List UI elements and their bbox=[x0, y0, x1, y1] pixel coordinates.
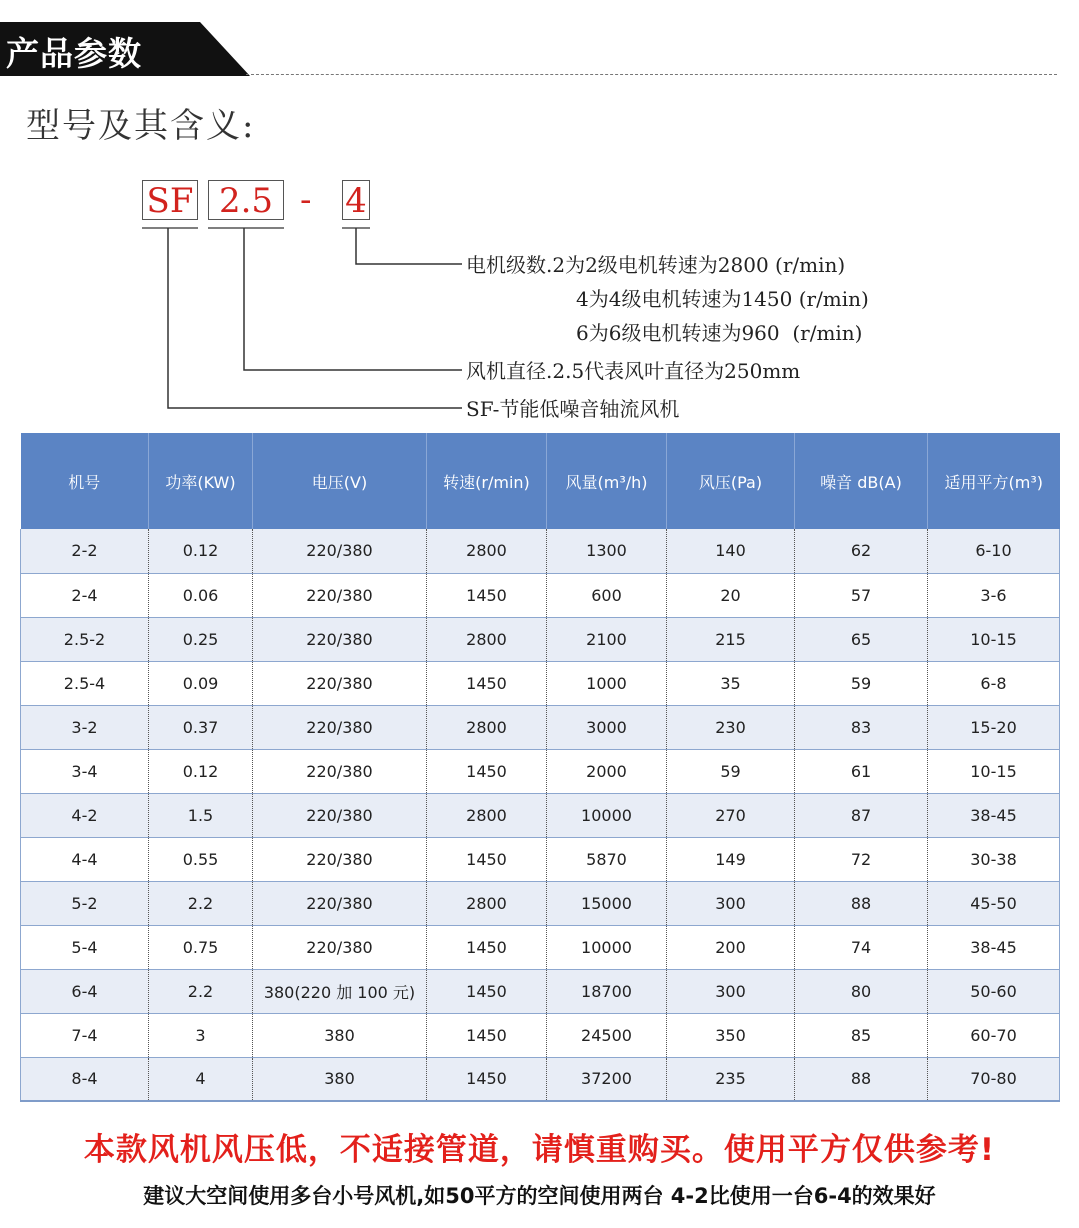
table-row bbox=[21, 573, 1060, 617]
column-header: 噪音 dB(A) bbox=[795, 433, 928, 529]
table-cell: 7-4 bbox=[21, 1013, 149, 1057]
table-cell: 2.2 bbox=[149, 881, 253, 925]
code-separator: - bbox=[300, 180, 312, 220]
column-header: 适用平方(m³) bbox=[928, 433, 1060, 529]
table-cell: 0.37 bbox=[149, 705, 253, 749]
table-cell: 2800 bbox=[427, 529, 547, 573]
table-cell: 380 bbox=[253, 1057, 427, 1101]
diameter-explanation: 风机直径.2.5代表风叶直径为250mm bbox=[466, 359, 801, 383]
table-cell: 10000 bbox=[547, 925, 667, 969]
table-cell: 62 bbox=[795, 529, 928, 573]
table-cell: 220/380 bbox=[253, 705, 427, 749]
poles-explanation-line2: 4为4级电机转速为1450 (r/min) bbox=[576, 287, 869, 311]
code-series-box: SF bbox=[142, 180, 198, 220]
table-cell: 4-4 bbox=[21, 837, 149, 881]
table-cell: 0.12 bbox=[149, 529, 253, 573]
table-cell: 220/380 bbox=[253, 617, 427, 661]
table-cell: 2800 bbox=[427, 705, 547, 749]
table-cell: 235 bbox=[667, 1057, 795, 1101]
table-cell: 0.06 bbox=[149, 573, 253, 617]
table-cell: 1450 bbox=[427, 749, 547, 793]
table-cell: 88 bbox=[795, 881, 928, 925]
table-cell: 3 bbox=[149, 1013, 253, 1057]
table-cell: 220/380 bbox=[253, 529, 427, 573]
table-row bbox=[21, 661, 1060, 705]
table-cell: 2-2 bbox=[21, 529, 149, 573]
table-cell: 35 bbox=[667, 661, 795, 705]
table-cell: 59 bbox=[667, 749, 795, 793]
table-cell: 2.2 bbox=[149, 969, 253, 1013]
table-cell: 5-2 bbox=[21, 881, 149, 925]
table-cell: 4 bbox=[149, 1057, 253, 1101]
model-meaning-heading: 型号及其含义: bbox=[26, 106, 256, 146]
table-cell: 10-15 bbox=[928, 749, 1060, 793]
table-row bbox=[21, 705, 1060, 749]
table-cell: 6-4 bbox=[21, 969, 149, 1013]
table-cell: 0.55 bbox=[149, 837, 253, 881]
column-header: 风压(Pa) bbox=[667, 433, 795, 529]
table-cell: 2800 bbox=[427, 617, 547, 661]
table-cell: 37200 bbox=[547, 1057, 667, 1101]
table-row bbox=[21, 749, 1060, 793]
table-cell: 300 bbox=[667, 969, 795, 1013]
table-cell: 220/380 bbox=[253, 793, 427, 837]
table-cell: 2.5-4 bbox=[21, 661, 149, 705]
table-cell: 0.75 bbox=[149, 925, 253, 969]
table-cell: 200 bbox=[667, 925, 795, 969]
code-poles-box: 4 bbox=[342, 180, 370, 220]
table-cell: 380 bbox=[253, 1013, 427, 1057]
divider-line bbox=[246, 74, 1057, 75]
table-row bbox=[21, 969, 1060, 1013]
table-cell: 4-2 bbox=[21, 793, 149, 837]
table-cell: 0.12 bbox=[149, 749, 253, 793]
table-cell: 10-15 bbox=[928, 617, 1060, 661]
table-cell: 220/380 bbox=[253, 881, 427, 925]
table-cell: 0.25 bbox=[149, 617, 253, 661]
table-cell: 220/380 bbox=[253, 925, 427, 969]
table-cell: 61 bbox=[795, 749, 928, 793]
table-cell: 1300 bbox=[547, 529, 667, 573]
table-cell: 270 bbox=[667, 793, 795, 837]
section-banner bbox=[0, 22, 250, 76]
table-cell: 1.5 bbox=[149, 793, 253, 837]
table-header-row bbox=[21, 433, 1060, 529]
table-cell: 50-60 bbox=[928, 969, 1060, 1013]
table-row bbox=[21, 529, 1060, 573]
table-cell: 1450 bbox=[427, 1057, 547, 1101]
table-cell: 149 bbox=[667, 837, 795, 881]
table-row bbox=[21, 1057, 1060, 1101]
table-body bbox=[21, 529, 1060, 1101]
table-cell: 2-4 bbox=[21, 573, 149, 617]
table-cell: 2800 bbox=[427, 793, 547, 837]
table-cell: 3-2 bbox=[21, 705, 149, 749]
table-cell: 45-50 bbox=[928, 881, 1060, 925]
table-row bbox=[21, 617, 1060, 661]
table-cell: 38-45 bbox=[928, 793, 1060, 837]
table-cell: 230 bbox=[667, 705, 795, 749]
table-cell: 83 bbox=[795, 705, 928, 749]
section-title: 产品参数 bbox=[6, 34, 142, 73]
column-header: 电压(V) bbox=[253, 433, 427, 529]
table-cell: 87 bbox=[795, 793, 928, 837]
table-cell: 20 bbox=[667, 573, 795, 617]
spec-table bbox=[20, 433, 1060, 1102]
table-cell: 1450 bbox=[427, 969, 547, 1013]
column-header: 功率(KW) bbox=[149, 433, 253, 529]
table-row bbox=[21, 925, 1060, 969]
table-cell: 15000 bbox=[547, 881, 667, 925]
table-cell: 2000 bbox=[547, 749, 667, 793]
table-cell: 140 bbox=[667, 529, 795, 573]
table-cell: 220/380 bbox=[253, 749, 427, 793]
table-cell: 24500 bbox=[547, 1013, 667, 1057]
table-cell: 1450 bbox=[427, 661, 547, 705]
table-cell: 0.09 bbox=[149, 661, 253, 705]
table-row bbox=[21, 1013, 1060, 1057]
table-cell: 600 bbox=[547, 573, 667, 617]
table-cell: 59 bbox=[795, 661, 928, 705]
table-cell: 220/380 bbox=[253, 573, 427, 617]
table-cell: 5870 bbox=[547, 837, 667, 881]
table-cell: 3-4 bbox=[21, 749, 149, 793]
table-cell: 2100 bbox=[547, 617, 667, 661]
table-cell: 6-8 bbox=[928, 661, 1060, 705]
table-cell: 85 bbox=[795, 1013, 928, 1057]
table-cell: 3-6 bbox=[928, 573, 1060, 617]
code-diameter-box: 2.5 bbox=[208, 180, 284, 220]
column-header: 转速(r/min) bbox=[427, 433, 547, 529]
table-cell: 15-20 bbox=[928, 705, 1060, 749]
table-cell: 74 bbox=[795, 925, 928, 969]
table-cell: 2800 bbox=[427, 881, 547, 925]
table-cell: 2.5-2 bbox=[21, 617, 149, 661]
table-cell: 1450 bbox=[427, 573, 547, 617]
table-cell: 220/380 bbox=[253, 661, 427, 705]
table-cell: 72 bbox=[795, 837, 928, 881]
table-cell: 38-45 bbox=[928, 925, 1060, 969]
table-cell: 88 bbox=[795, 1057, 928, 1101]
warning-text: 本款风机风压低，不适接管道，请慎重购买。使用平方仅供参考! bbox=[83, 1132, 996, 1168]
table-cell: 350 bbox=[667, 1013, 795, 1057]
column-header: 机号 bbox=[21, 433, 149, 529]
advice-text: 建议大空间使用多台小号风机,如50平方的空间使用两台 4-2比使用一台6-4的效果好 bbox=[143, 1184, 936, 1208]
table-cell: 6-10 bbox=[928, 529, 1060, 573]
column-header: 风量(m³/h) bbox=[547, 433, 667, 529]
table-cell: 70-80 bbox=[928, 1057, 1060, 1101]
table-cell: 18700 bbox=[547, 969, 667, 1013]
table-row bbox=[21, 837, 1060, 881]
table-row bbox=[21, 793, 1060, 837]
table-cell: 5-4 bbox=[21, 925, 149, 969]
table-cell: 60-70 bbox=[928, 1013, 1060, 1057]
table-cell: 380(220 加 100 元) bbox=[253, 969, 427, 1013]
series-explanation: SF-节能低噪音轴流风机 bbox=[466, 397, 680, 421]
table-cell: 30-38 bbox=[928, 837, 1060, 881]
table-row bbox=[21, 881, 1060, 925]
table-cell: 10000 bbox=[547, 793, 667, 837]
table-cell: 3000 bbox=[547, 705, 667, 749]
table-cell: 8-4 bbox=[21, 1057, 149, 1101]
table-cell: 1000 bbox=[547, 661, 667, 705]
table-cell: 1450 bbox=[427, 925, 547, 969]
table-cell: 57 bbox=[795, 573, 928, 617]
poles-explanation-line1: 电机级数.2为2级电机转速为2800 (r/min) bbox=[466, 253, 846, 277]
table-cell: 1450 bbox=[427, 1013, 547, 1057]
table-cell: 220/380 bbox=[253, 837, 427, 881]
table-cell: 215 bbox=[667, 617, 795, 661]
table-cell: 300 bbox=[667, 881, 795, 925]
table-cell: 65 bbox=[795, 617, 928, 661]
table-cell: 80 bbox=[795, 969, 928, 1013]
poles-explanation-line3: 6为6级电机转速为960 (r/min) bbox=[576, 321, 863, 345]
table-cell: 1450 bbox=[427, 837, 547, 881]
